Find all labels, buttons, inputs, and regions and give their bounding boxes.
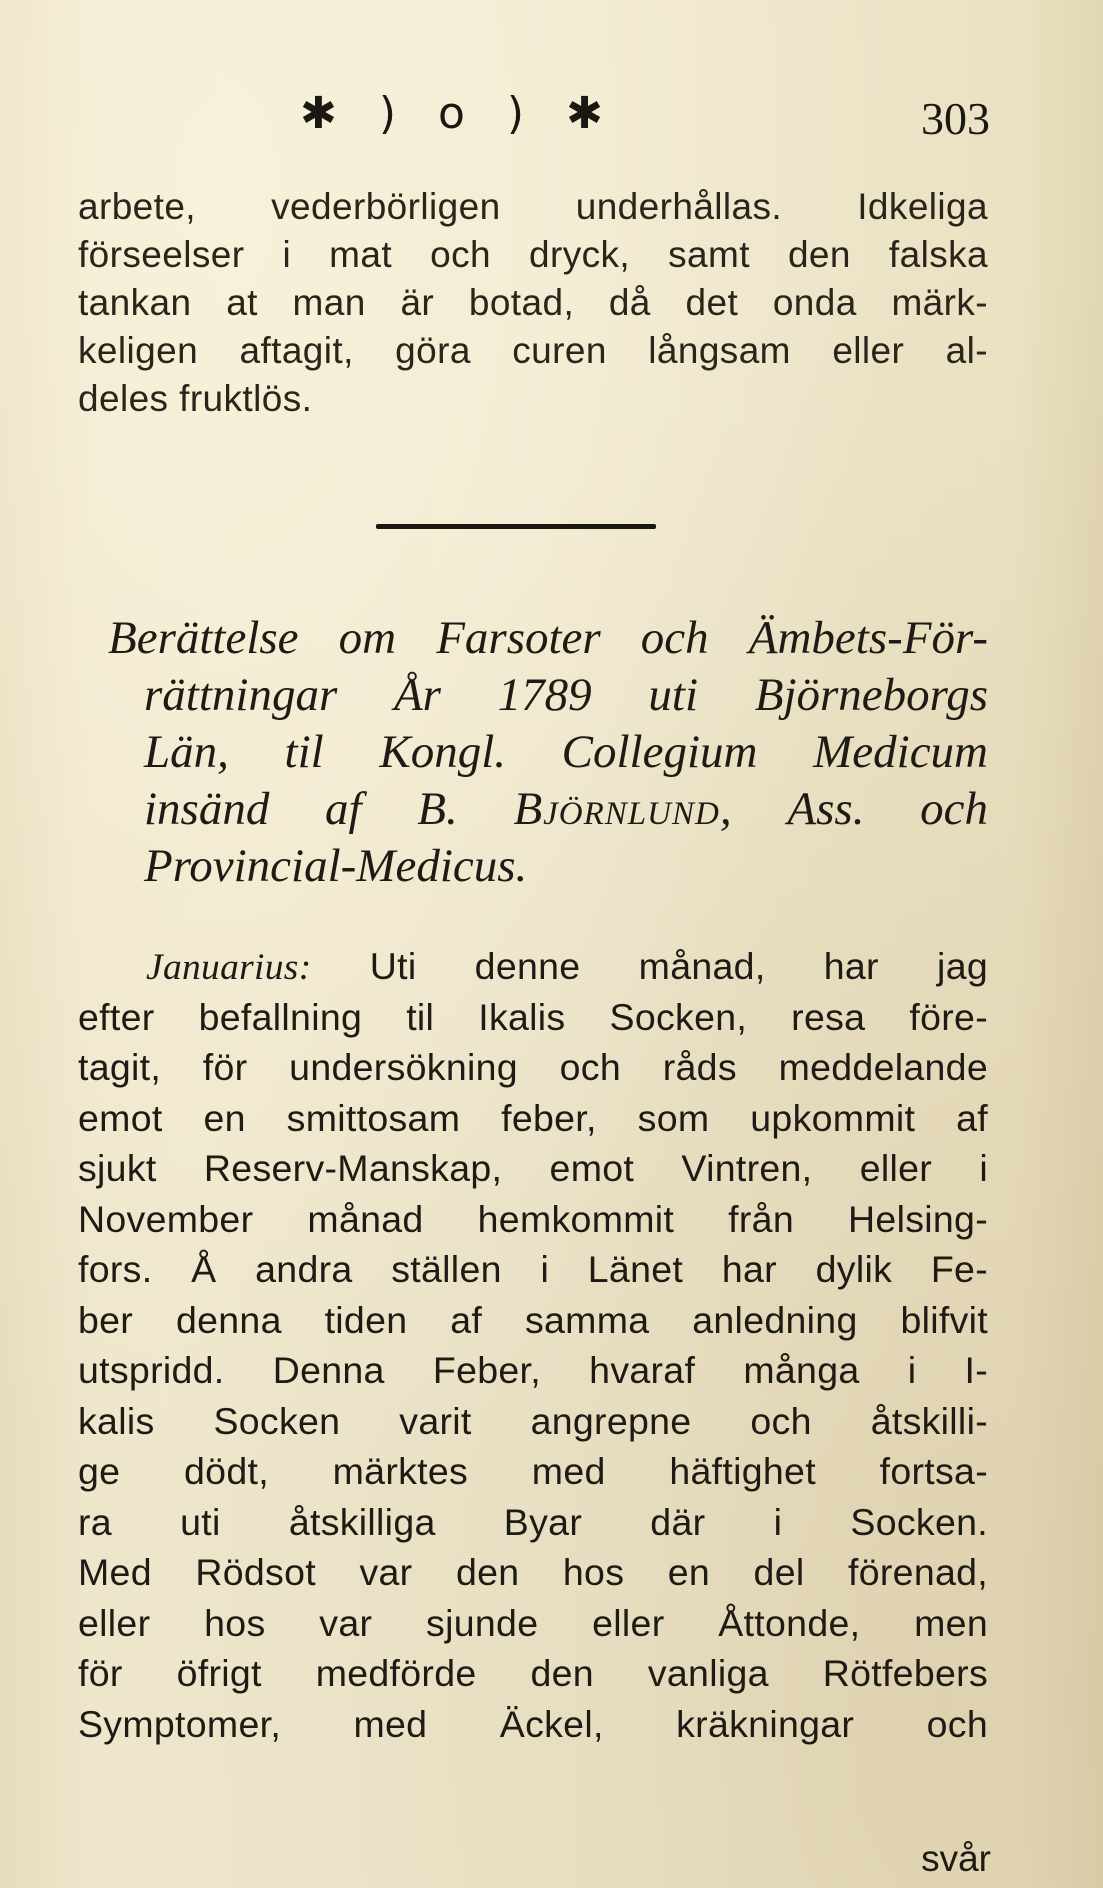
text-line: sjukt Reserv-Manskap, emot Vintren, eller i bbox=[78, 1147, 988, 1189]
text-line: deles fruktlös. bbox=[78, 378, 313, 419]
heading-line: Län, til Kongl. Collegium Medicum bbox=[144, 726, 988, 778]
section-divider-rule bbox=[376, 524, 656, 529]
text-line: ra uti åtskilliga Byar där i Socken. bbox=[78, 1500, 988, 1543]
text-line: November månad hemkommit från Helsing- bbox=[78, 1197, 988, 1240]
text-line: Symptomer, med Äckel, kräkningar och bbox=[78, 1702, 988, 1745]
heading-line: Berättelse om Farsoter och Ämbets-För- bbox=[108, 612, 988, 664]
author-title: Ass. och bbox=[787, 783, 989, 835]
body-paragraph bbox=[78, 945, 988, 1756]
text-line: förseelser i mat och dryck, samt den falska bbox=[78, 234, 988, 275]
heading-author-line bbox=[108, 783, 989, 843]
text-line: Med Rödsot var den hos en del förenad, bbox=[78, 1551, 988, 1593]
text-line: utspridd. Denna Feber, hvaraf många i I- bbox=[78, 1349, 988, 1391]
text-line: emot en smittosam feber, som upkommit af bbox=[78, 1096, 988, 1139]
heading-line: Provincial-Medicus. bbox=[144, 840, 528, 892]
text-line: arbete, vederbörligen underhållas. Idkeliga bbox=[78, 186, 988, 227]
text-line: efter befallning til Ikalis Socken, resa före- bbox=[78, 995, 988, 1038]
header-ornament: ✱ ) o ) ✱ bbox=[300, 88, 617, 139]
continued-paragraph bbox=[78, 188, 988, 428]
text-line: kalis Socken varit angrepne och åtskilli- bbox=[78, 1399, 988, 1442]
text-line: tagit, för undersökning och råds meddelande bbox=[78, 1046, 988, 1088]
text-line: fors. Å andra ställen i Länet har dylik Fe- bbox=[78, 1248, 988, 1290]
author-name: Björnlund, bbox=[513, 783, 733, 835]
heading-line-start: insänd af B. bbox=[144, 783, 458, 835]
heading-line: rättningar År 1789 uti Björneborgs bbox=[144, 669, 988, 721]
page-number: 303 bbox=[921, 93, 990, 144]
month-lead: Januarius: bbox=[146, 947, 312, 988]
paragraph-first-line bbox=[78, 945, 988, 999]
first-line-text: Uti denne månad, har jag bbox=[369, 945, 988, 987]
text-line: ge dödt, märktes med häftighet fortsa- bbox=[78, 1450, 988, 1492]
catchword: svår bbox=[921, 1838, 991, 1879]
text-line: för öfrigt medförde den vanliga Rötfebers bbox=[78, 1652, 988, 1694]
text-line: tankan at man är botad, då det onda märk- bbox=[78, 282, 988, 323]
running-header bbox=[300, 88, 990, 148]
text-line: keligen aftagit, göra curen långsam eller al- bbox=[78, 330, 988, 371]
section-heading bbox=[108, 612, 989, 900]
text-line: eller hos var sjunde eller Åttonde, men bbox=[78, 1601, 988, 1644]
text-line: ber denna tiden af samma anledning blifvit bbox=[78, 1298, 988, 1341]
